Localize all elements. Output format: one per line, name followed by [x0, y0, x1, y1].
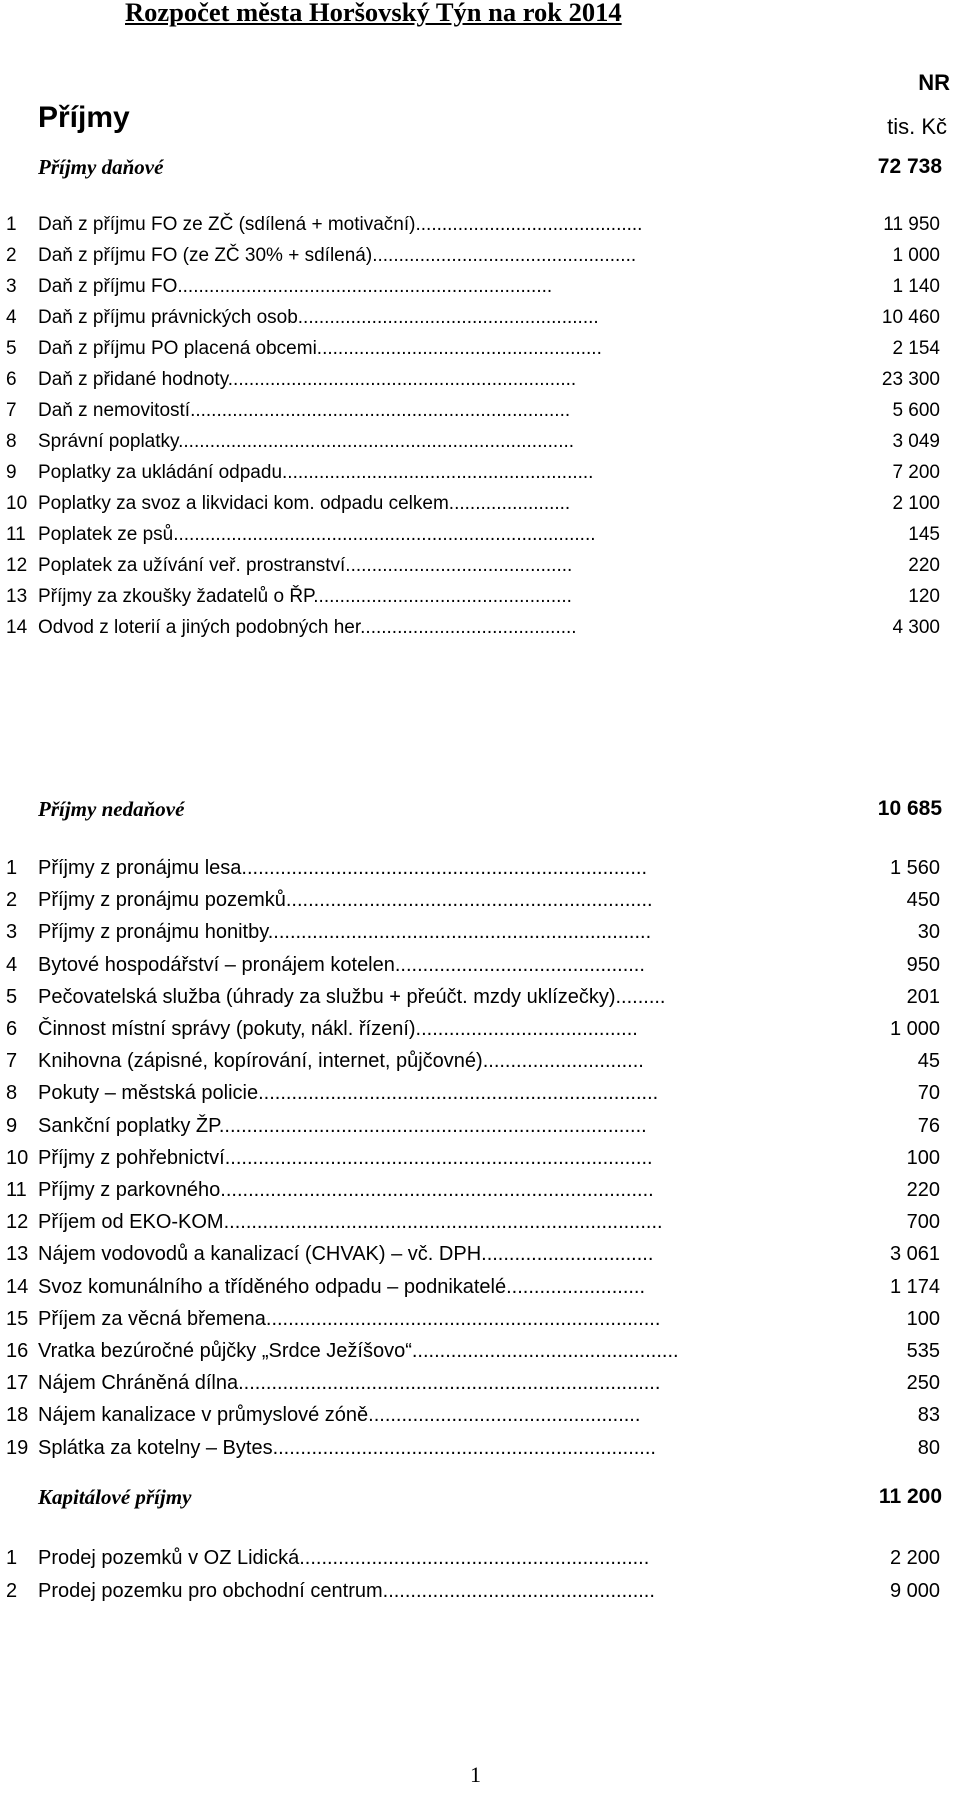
table-row: [0, 1080, 960, 1106]
table-row: [0, 615, 960, 641]
row-number: 14: [6, 1275, 29, 1298]
section-total-capital: 11 200: [878, 1485, 942, 1508]
table-row: [0, 491, 960, 517]
row-number: 13: [6, 586, 28, 607]
row-number: 9: [6, 1114, 18, 1137]
table-row: [0, 274, 960, 300]
row-value: 2 100: [892, 493, 940, 514]
row-number: 13: [6, 1243, 29, 1266]
row-number: 1: [6, 214, 17, 235]
row-label: Příjmy z parkovného..............................................................................: [38, 1179, 654, 1201]
row-value: 145: [908, 524, 940, 545]
table-row: [0, 460, 960, 486]
row-label: Odvod z loterií a jiných podobných her.........................................: [38, 617, 577, 638]
table-row: [0, 1113, 960, 1139]
table-row: [0, 1209, 960, 1235]
row-number: 11: [6, 524, 26, 545]
row-number: 18: [6, 1404, 29, 1427]
row-label: Činnost místní správy (pokuty, nákl. řízení)........................................: [38, 1018, 638, 1040]
row-number: 7: [6, 1050, 18, 1073]
row-label: Poplatek za užívání veř. prostranství...........................................: [38, 555, 573, 576]
row-label: Příjmy z pronájmu pozemků..................................................................: [38, 889, 653, 912]
section-total-tax: 72 738: [877, 155, 942, 178]
table-row: [0, 553, 960, 579]
row-number: 5: [6, 338, 17, 359]
row-label: Nájem Chráněná dílna............................................................................: [38, 1372, 661, 1395]
table-row: [0, 984, 960, 1010]
page-number: 1: [470, 1762, 481, 1787]
table-row: [0, 1545, 960, 1571]
row-number: 2: [6, 1580, 18, 1602]
row-value: 80: [917, 1436, 940, 1459]
table-row: [0, 1578, 960, 1604]
unit-label: tis. Kč: [887, 114, 947, 139]
row-number: 4: [6, 953, 18, 976]
section-total-nontax: 10 685: [877, 797, 942, 820]
row-label: Vratka bezúročné půjčky „Srdce Ježíšovo“................................................: [38, 1340, 679, 1362]
table-row: [0, 952, 960, 978]
table-row: [0, 919, 960, 945]
table-row: [0, 398, 960, 424]
table-row: [0, 522, 960, 548]
row-value: 100: [906, 1146, 940, 1169]
table-row: [0, 305, 960, 331]
row-number: 19: [6, 1436, 29, 1459]
row-value: 450: [906, 889, 940, 912]
row-label: Splátka za kotelny – Bytes.....................................................................: [38, 1436, 656, 1459]
row-number: 4: [6, 307, 17, 328]
row-label: Nájem kanalizace v průmyslové zóně.................................................: [38, 1404, 641, 1427]
document-title: Rozpočet města Horšovský Týn na rok 2014: [125, 0, 622, 27]
row-value: 3 061: [889, 1243, 940, 1266]
row-number: 10: [6, 1146, 29, 1169]
table-row: [0, 855, 960, 881]
row-number: 3: [6, 921, 18, 944]
table-row: [0, 1274, 960, 1300]
table-row: [0, 336, 960, 362]
section-title-nontax: Příjmy nedaňové: [38, 797, 185, 821]
row-number: 6: [6, 369, 17, 390]
table-row: [0, 1338, 960, 1364]
row-value: 700: [906, 1211, 940, 1234]
row-label: Příjmy z pronájmu lesa.........................................................................: [38, 857, 648, 879]
row-label: Pečovatelská služba (úhrady za službu + přeúčt. mzdy uklízečky).........: [38, 985, 666, 1008]
table-row: [0, 1306, 960, 1332]
row-label: Daň z příjmu FO ze ZČ (sdílená + motivační)...........................................: [38, 214, 643, 235]
table-row: [0, 1402, 960, 1428]
table-row: [0, 243, 960, 269]
budget-type-label: NR: [918, 70, 950, 95]
row-number: 17: [6, 1372, 29, 1395]
row-label: Poplatky za svoz a likvidaci kom. odpadu celkem.......................: [38, 493, 571, 514]
row-number: 12: [6, 1211, 29, 1234]
table-row: [0, 212, 960, 238]
row-label: Nájem vodovodů a kanalizací (CHVAK) – vč. DPH...............................: [38, 1243, 654, 1266]
row-value: 45: [917, 1050, 940, 1073]
row-label: Daň z příjmu právnických osob.........................................................: [38, 307, 599, 328]
row-label: Daň z nemovitostí........................................................................: [38, 400, 571, 421]
row-value: 3 049: [892, 431, 940, 452]
row-number: 5: [6, 985, 18, 1008]
row-number: 10: [6, 493, 28, 514]
row-value: 220: [908, 555, 940, 576]
row-value: 201: [906, 985, 940, 1008]
row-value: 1 000: [889, 1018, 940, 1040]
row-label: Daň z přidané hodnoty..................................................................: [38, 369, 577, 390]
row-value: 30: [917, 921, 940, 944]
row-value: 11 950: [883, 214, 940, 235]
row-value: 23 300: [881, 369, 940, 390]
row-number: 16: [6, 1340, 29, 1362]
row-label: Příjem od EKO-KOM...............................................................................: [38, 1211, 663, 1234]
table-row: [0, 1435, 960, 1461]
row-value: 2 200: [889, 1547, 940, 1569]
row-label: Daň z příjmu FO (ze ZČ 30% + sdílená)..................................................: [38, 245, 637, 266]
row-label: Správní poplatky...........................................................................: [38, 431, 575, 452]
table-row: [0, 1048, 960, 1074]
row-label: Příjmy z pronájmu honitby.....................................................................: [38, 921, 652, 944]
row-number: 11: [6, 1179, 27, 1201]
row-number: 1: [6, 857, 18, 879]
row-label: Bytové hospodářství – pronájem kotelen.............................................: [38, 953, 645, 976]
row-number: 2: [6, 245, 17, 266]
row-label: Pokuty – městská policie........................................................................: [38, 1082, 659, 1105]
row-value: 7 200: [892, 462, 940, 483]
row-value: 120: [908, 586, 940, 607]
row-value: 70: [917, 1082, 940, 1105]
table-row: [0, 1145, 960, 1171]
table-row: [0, 1177, 960, 1203]
row-label: Daň z příjmu FO.......................................................................: [38, 276, 553, 297]
table-row: [0, 1016, 960, 1042]
row-number: 1: [6, 1547, 18, 1569]
row-value: 250: [906, 1372, 940, 1395]
row-number: 6: [6, 1018, 18, 1040]
row-number: 8: [6, 1082, 18, 1105]
row-label: Sankční poplatky ŽP.............................................................................: [38, 1114, 647, 1137]
row-label: Příjem za věcná břemena.......................................................................: [38, 1307, 661, 1330]
row-value: 1 174: [889, 1275, 940, 1298]
row-value: 100: [906, 1307, 940, 1330]
row-value: 1 140: [892, 276, 940, 297]
row-label: Svoz komunálního a tříděného odpadu – podnikatelé.........................: [38, 1275, 646, 1298]
row-value: 5 600: [892, 400, 940, 421]
row-label: Poplatky za ukládání odpadu...........................................................: [38, 462, 594, 483]
row-number: 12: [6, 555, 28, 576]
row-value: 4 300: [892, 617, 940, 638]
section-title-tax: Příjmy daňové: [38, 155, 164, 179]
row-value: 76: [917, 1114, 940, 1137]
row-number: 9: [6, 462, 17, 483]
row-value: 83: [917, 1404, 940, 1427]
row-value: 10 460: [881, 307, 940, 328]
table-row: [0, 1370, 960, 1396]
row-value: 220: [906, 1179, 940, 1201]
table-row: [0, 887, 960, 913]
row-number: 3: [6, 276, 17, 297]
row-label: Příjmy z pohřebnictví.............................................................................: [38, 1146, 653, 1169]
row-value: 1 000: [892, 245, 940, 266]
table-row: [0, 1241, 960, 1267]
row-number: 14: [6, 617, 28, 638]
row-value: 2 154: [892, 338, 940, 359]
row-label: Prodej pozemků v OZ Lidická...............................................................: [38, 1547, 650, 1569]
row-label: Daň z příjmu PO placená obcemi......................................................: [38, 338, 602, 359]
row-number: 15: [6, 1307, 29, 1330]
row-number: 2: [6, 889, 18, 912]
section-title-capital: Kapitálové příjmy: [38, 1485, 192, 1509]
table-row: [0, 367, 960, 393]
row-number: 7: [6, 400, 17, 421]
row-label: Knihovna (zápisné, kopírování, internet, půjčovné).............................: [38, 1050, 644, 1073]
table-row: [0, 584, 960, 610]
page-heading: Příjmy: [38, 101, 130, 134]
row-value: 535: [906, 1340, 940, 1362]
table-row: [0, 429, 960, 455]
row-label: Příjmy za zkoušky žadatelů o ŘP.................................................: [38, 586, 572, 607]
row-number: 8: [6, 431, 17, 452]
row-label: Poplatek ze psů................................................................................: [38, 524, 596, 545]
row-value: 1 560: [889, 857, 940, 879]
row-value: 950: [906, 953, 940, 976]
row-label: Prodej pozemku pro obchodní centrum.................................................: [38, 1580, 655, 1602]
row-value: 9 000: [889, 1580, 940, 1602]
